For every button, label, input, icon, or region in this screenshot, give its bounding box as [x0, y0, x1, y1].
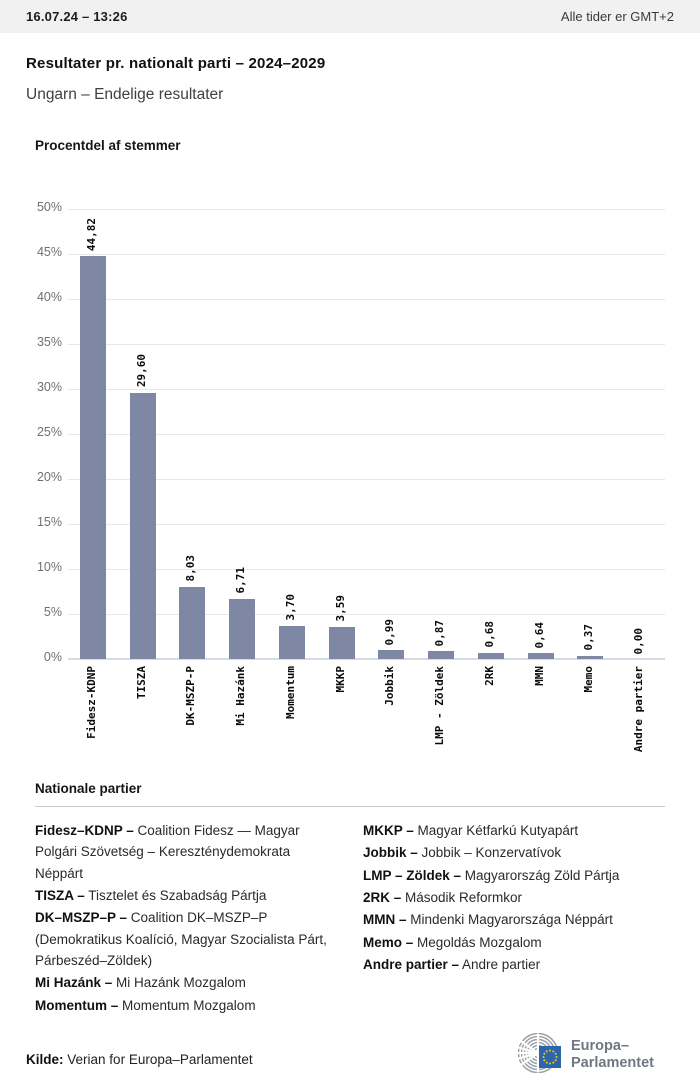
source-label: Kilde: — [26, 1052, 64, 1068]
top-info-bar — [0, 0, 700, 33]
x-axis-label: Memo — [582, 666, 596, 693]
bar — [130, 393, 156, 659]
legend-entry: Andre partier – Andre partier — [363, 956, 541, 972]
bar — [528, 653, 554, 659]
chart-title: Procentdel af stemmer — [35, 138, 181, 153]
bar — [428, 651, 454, 659]
bar-value-label: 0,37 — [582, 624, 596, 651]
page-title: Resultater pr. nationalt parti – 2024–2029 — [26, 55, 326, 72]
x-axis-label: DK-MSZP-P — [184, 666, 198, 726]
legend-entry: MKKP – Magyar Kétfarkú Kutyapárt — [363, 823, 579, 838]
y-axis-tick: 25% — [36, 425, 62, 439]
bar-value-label: 0,64 — [532, 621, 546, 649]
header — [0, 33, 700, 104]
legend-entry: Mi Hazánk – Mi Hazánk Mozgalom — [35, 975, 246, 991]
gridline — [68, 479, 665, 480]
bar — [329, 627, 355, 659]
bar — [279, 626, 305, 659]
y-axis-tick: 50% — [36, 200, 62, 214]
y-axis-tick: 15% — [36, 515, 62, 529]
x-axis-label: Andre partier — [632, 666, 646, 753]
legend-column — [35, 819, 337, 1017]
bar-value-label: 0,99 — [383, 618, 397, 646]
gridline — [68, 658, 665, 660]
x-axis-label: Jobbik — [383, 666, 397, 706]
y-axis-tick: 45% — [36, 245, 62, 259]
y-axis-tick: 5% — [43, 605, 62, 619]
x-axis-label: MMN — [532, 666, 546, 686]
svg-text:Europa–Parlamentet: Europa– Parlamentet — [571, 1037, 655, 1071]
bar — [378, 650, 404, 659]
bar — [80, 256, 106, 659]
x-axis-label: 2RK — [482, 666, 496, 686]
bar-chart — [35, 200, 665, 769]
chart-section — [0, 104, 700, 769]
legend-entry: DK–MSZP–P – Coalition DK–MSZP–P (Demokratikus Koalíció, Magyar Szocialista Párt, Párbeszéd–Zöldek) — [35, 910, 327, 968]
y-axis-tick: 30% — [36, 380, 62, 394]
bar-value-label: 0,68 — [482, 621, 496, 648]
legend-entry: LMP – Zöldek – Magyarország Zöld Pártja — [363, 867, 620, 883]
plot-area — [36, 200, 665, 753]
footer — [0, 1033, 700, 1073]
bar-value-label: 8,03 — [184, 555, 198, 582]
legend-column — [363, 819, 665, 1017]
gridline — [68, 434, 665, 435]
datetime-label: 16.07.24 – 13:26 — [26, 9, 128, 24]
y-axis-tick: 10% — [36, 560, 62, 574]
bar-value-label: 3,59 — [333, 595, 347, 622]
gridline — [68, 524, 665, 525]
x-axis-label: Momentum — [283, 666, 297, 719]
gridline — [68, 389, 665, 390]
gridline — [68, 254, 665, 255]
timezone-note: Alle tider er GMT+2 — [560, 9, 674, 24]
x-axis-label: LMP - Zöldek — [433, 666, 447, 746]
gridline — [68, 569, 665, 570]
bar-value-label: 3,70 — [283, 594, 297, 621]
bar-value-label: 0,00 — [632, 627, 646, 654]
y-axis-tick: 0% — [43, 650, 62, 664]
legend-entry: Jobbik – Jobbik – Konzervatívok — [363, 845, 562, 861]
gridline — [68, 344, 665, 345]
bar — [229, 599, 255, 659]
bar-value-label: 29,60 — [134, 354, 148, 388]
bar-value-label: 0,87 — [433, 619, 447, 647]
page-subtitle: Ungarn – Endelige resultater — [26, 86, 224, 103]
gridline — [68, 299, 665, 300]
legend-entry: MMN – Mindenki Magyarországa Néppárt — [363, 912, 613, 928]
x-axis-label: MKKP — [333, 666, 347, 693]
x-axis-label: TISZA — [134, 666, 148, 700]
y-axis-tick: 20% — [36, 470, 62, 484]
y-axis-tick: 40% — [36, 290, 62, 304]
gridline — [68, 209, 665, 210]
legend-entry: 2RK – Második Reformkor — [363, 889, 523, 905]
bar-value-label: 44,82 — [84, 217, 98, 251]
bar — [179, 587, 205, 659]
x-axis-label: Mi Hazánk — [234, 666, 248, 726]
bar-value-label: 6,71 — [234, 567, 248, 594]
x-axis-label: Fidesz-KDNP — [84, 666, 98, 739]
legend-entry: Memo – Megoldás Mozgalom — [363, 934, 542, 950]
legend-entry: TISZA – Tisztelet és Szabadság Pártja — [35, 887, 267, 903]
bar — [577, 656, 603, 659]
gridline — [68, 614, 665, 615]
y-axis-tick: 35% — [36, 335, 62, 349]
source-text: Verian for Europa–Parlamentet — [67, 1052, 253, 1068]
european-parliament-logo — [504, 1033, 674, 1073]
bar — [478, 653, 504, 659]
source-line — [26, 1038, 253, 1067]
party-legend — [0, 769, 700, 1017]
legend-entry: Momentum – Momentum Mozgalom — [35, 997, 256, 1013]
legend-entry: Fidesz–KDNP – Coalition Fidesz — Magyar Polgári Szövetség – Kereszténydemokrata Néppárt — [35, 823, 300, 881]
legend-title: Nationale partier — [35, 781, 142, 796]
